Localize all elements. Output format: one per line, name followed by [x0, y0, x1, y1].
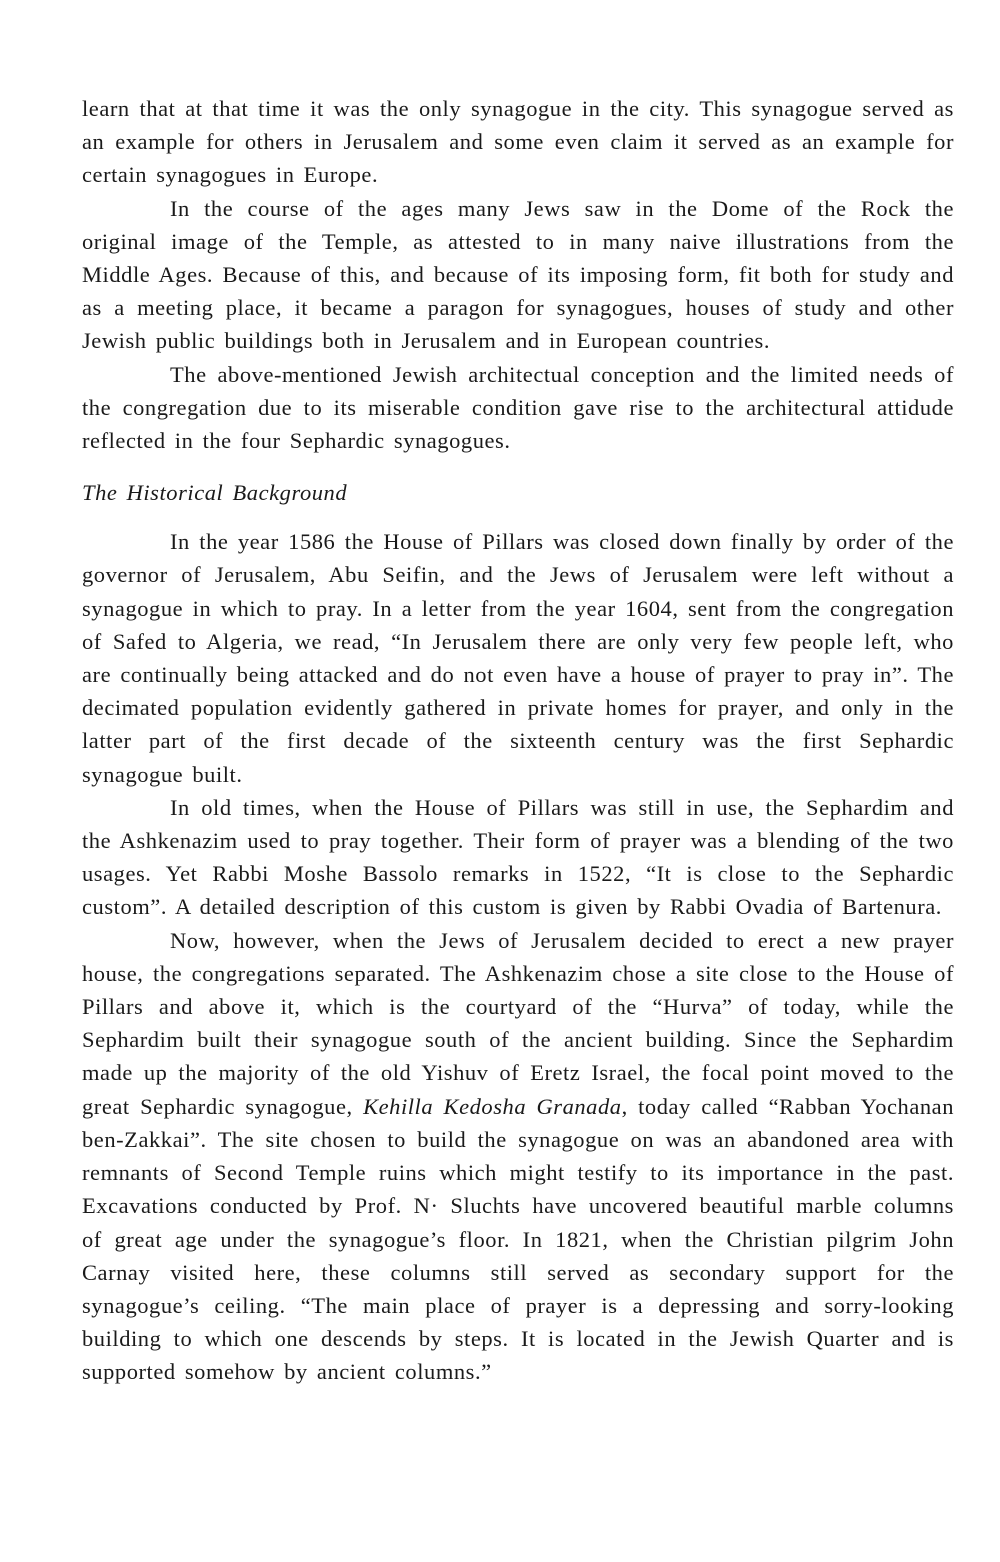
paragraph-6-text-start: Now, however, when the Jews of Jerusalem decided to erect a new prayer house, the congregations separated. The Ashkenazim chose a site close to the House of Pillars and above it, which is the courtyard of the “Hurva” of today, while the Sephardim built their synagogue south of the ancient building. Since the Sephardim made up the majority of the old Yishuv of Eretz Israel, the focal point moved to the great Sephardic synagogue,	[82, 927, 954, 1119]
paragraph-4: In the year 1586 the House of Pillars was closed down finally by order of the governor of Jerusalem, Abu Seifin, and the Jews of Jerusalem were left without a synagogue in which to pray. In a letter from the year 1604, sent from the congregation of Safed to Algeria, we read, “In Jerusalem there are only very few people left, who are continually being attacked and do not even have a house of prayer to pray in”. The decimated population evidently gathered in private homes for prayer, and only in the latter part of the first decade of the sixteenth century was the first Sephardic synagogue built.	[82, 529, 954, 787]
paragraph-3: The above-mentioned Jewish architectual conception and the limited needs of the congregation due to its miserable condition gave rise to the architectural attidude reflected in the four Sephardic synagogues.	[82, 361, 954, 454]
paragraph-6-text-end: , today called “Rabban Yochanan ben-Zakkai”. The site chosen to build the synagogue on was an abandoned area with remnants of Second Temple ruins which might testify to its importance in the past. Excavations conducted by Prof. N· Sluchts have uncovered beautiful marble columns of great age under the synagogue’s floor. In 1821, when the Christian pilgrim John Carnay visited here, these columns still served as secondary support for the synagogue’s ceiling. “The main place of prayer is a depressing and sorry-looking building to which one descends by steps. It is located in the Jewish Quarter and is supported somehow by ancient columns.”	[82, 1093, 955, 1385]
paragraph-5: In old times, when the House of Pillars was still in use, the Sephardim and the Ashkenazim used to pray together. Their form of prayer was a blending of the two usages. Yet Rabbi Moshe Bassolo remarks in 1522, “It is close to the Sephardic custom”. A detailed description of this custom is given by Rabbi Ovadia of Bartenura.	[82, 794, 954, 920]
section-heading: The Historical Background	[82, 480, 348, 506]
paragraph-2: In the course of the ages many Jews saw in the Dome of the Rock the original image of the Temple, as attested to in many naive illustrations from the Middle Ages. Because of this, and because of its imposing form, fit both for study and as a meeting place, it became a paragon for synagogues, houses of study and other Jewish public buildings both in Jerusalem and in European countries.	[82, 195, 954, 354]
page-body	[82, 92, 954, 1389]
synagogue-name-italic: Kehilla Kedosha Granada	[363, 1093, 622, 1119]
paragraph-6	[82, 924, 954, 1389]
paragraph-1: learn that at that time it was the only synagogue in the city. This synagogue served as an example for others in Jerusalem and some even claim it served as an example for certain synagogues in Europe.	[82, 96, 954, 188]
